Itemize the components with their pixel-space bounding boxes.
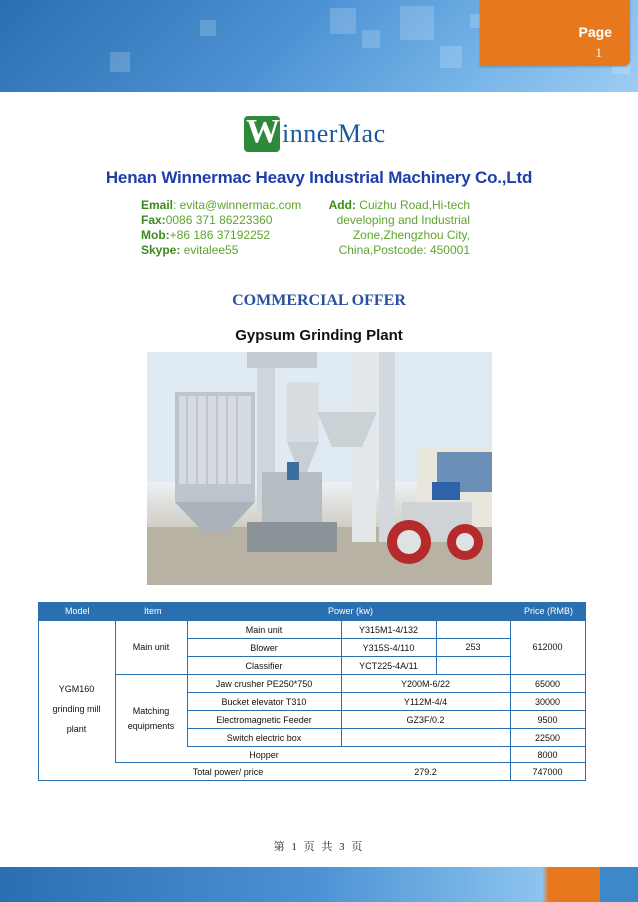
company-logo	[244, 114, 404, 156]
table-row-name: Switch electric box	[226, 733, 302, 743]
table-row-name: Jaw crusher PE250*750	[215, 679, 313, 689]
main-unit-label: Main unit	[132, 642, 170, 652]
header-model: Model	[65, 606, 90, 616]
offer-title: COMMERCIAL OFFER	[232, 292, 406, 309]
email-value: : evita@winnermac.com	[173, 198, 302, 212]
page-footer-text: 第 1 页 共 3 页	[273, 841, 365, 853]
page-label: Page	[578, 24, 612, 40]
fax-value: 0086 371 86223360	[165, 213, 273, 227]
main-price: 612000	[532, 642, 563, 652]
footer-band	[0, 867, 638, 902]
table-row-name: Main unit	[245, 625, 283, 635]
contact-left: Email: evita@winnermac.com Fax:0086 371 86223360 Mob:+86 186 37192252 Skype: evitalee55	[141, 198, 302, 257]
table-row-price: 65000	[534, 679, 561, 689]
table-row-name: Hopper	[249, 750, 279, 760]
logo-text: innerMac	[282, 119, 386, 148]
page-number: 1	[595, 45, 602, 60]
matching-label: Matching equipments	[127, 706, 175, 731]
table-header	[38, 602, 586, 620]
table-row-price: 30000	[534, 697, 561, 707]
plant-title: Gypsum Grinding Plant	[235, 327, 403, 344]
plant-photo	[147, 352, 492, 585]
table-row-name: Electromagnetic Feeder	[216, 715, 312, 725]
main-power: 253	[465, 642, 481, 652]
total-power: 279.2	[414, 767, 437, 777]
table-row-name: Blower	[250, 643, 278, 653]
skype-value: evitalee55	[180, 243, 239, 257]
header-power: Power (kw)	[328, 606, 374, 616]
logo-mark: W	[246, 113, 280, 150]
table-row-spec: YCT225-4A/11	[359, 661, 418, 671]
table-row-price: 22500	[534, 733, 561, 743]
table-row-spec: Y315M1-4/132	[358, 625, 419, 635]
model-cell: YGM160 grinding mill plant	[52, 684, 101, 734]
table-row-spec: GZ3F/0.2	[406, 715, 445, 725]
header-price: Price (RMB)	[524, 606, 573, 616]
price-table	[38, 602, 586, 781]
table-row-spec: Y200M-6/22	[400, 679, 451, 689]
company-name: Henan Winnermac Heavy Industrial Machinery Co.,Ltd	[105, 168, 533, 187]
table-row-spec: Y112M-4/4	[403, 697, 448, 707]
table-row-name: Classifier	[245, 661, 283, 671]
table-row-price: 8000	[537, 750, 558, 760]
total-price: 747000	[532, 767, 563, 777]
plant-illustration	[147, 352, 492, 585]
table-row-price: 9500	[537, 715, 558, 725]
table-row-spec: Y315S-4/110	[362, 643, 415, 653]
mobile-value: +86 186 37192252	[169, 228, 271, 242]
total-label: Total power/ price	[192, 767, 264, 777]
contact-address: Add: Cuizhu Road,Hi-tech developing and Industrial Zone,Zhengzhou City, China,Postcode: 450001	[328, 198, 470, 257]
table-row-name: Bucket elevator T310	[221, 697, 307, 707]
header-item: Item	[144, 606, 162, 616]
